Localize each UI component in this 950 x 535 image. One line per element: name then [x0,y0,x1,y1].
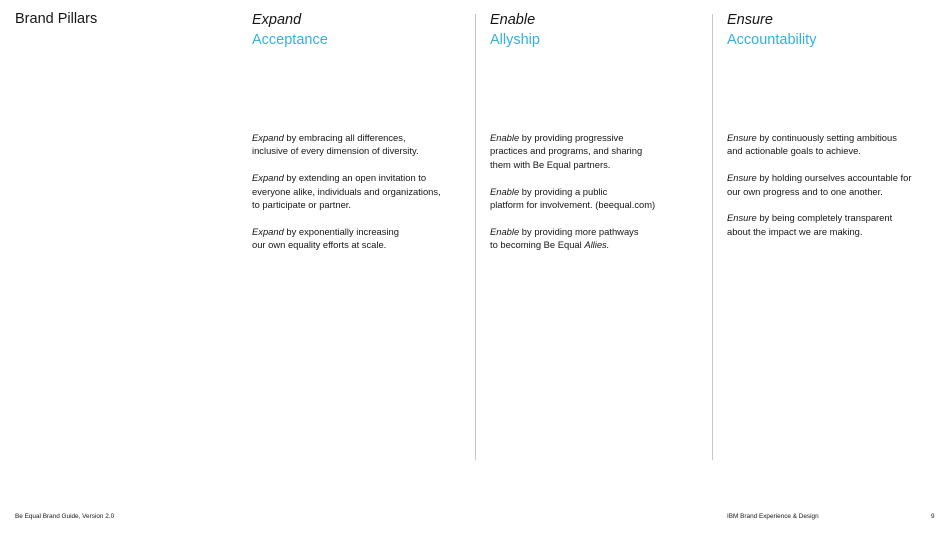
pillar-name: Ensure [727,12,773,28]
pillar-expand [252,11,467,251]
pillar-paragraph: Enable by providing progressive practices and programs, and sharing them with Be Equal partners. [490,132,643,170]
page-number: 9 [931,513,935,520]
pillar-paragraph: Enable by providing more pathways to becoming Be Equal Allies. [490,225,639,251]
pillar-paragraph: Ensure by continuously setting ambitious and actionable goals to achieve. [727,132,897,157]
pillar-body [252,131,467,265]
pillar-subtitle: Allyship [490,32,540,48]
pillar-subtitle: Acceptance [252,32,328,48]
page-title: Brand Pillars [15,11,98,27]
pillar-paragraph: Enable by providing a public platform for involvement. (beequal.com) [490,185,656,211]
footer-department: IBM Brand Experience & Design [727,513,819,520]
pillar-paragraph: Expand by embracing all differences, inclusive of every dimension of diversity. [252,132,419,157]
pillar-body [490,131,705,265]
column-divider [712,14,713,460]
pillar-name: Enable [490,12,536,28]
pillar-name: Expand [252,12,302,28]
pillar-paragraph: Expand by exponentially increasing our own equality efforts at scale. [252,225,399,251]
pillar-paragraph: Ensure by holding ourselves accountable for our own progress and to one another. [727,172,912,197]
pillar-subtitle: Accountability [727,32,817,48]
pillar-body [727,131,932,252]
pillar-ensure [727,11,932,237]
footer-document-title: Be Equal Brand Guide, Version 2.0 [15,513,115,520]
pillar-paragraph: Ensure by being completely transparent about the impact we are making. [727,212,893,237]
column-divider [475,14,476,460]
pillar-paragraph: Expand by extending an open invitation to everyone alike, individuals and organizations, to participate or partner. [252,172,441,211]
pillar-enable [490,11,705,251]
